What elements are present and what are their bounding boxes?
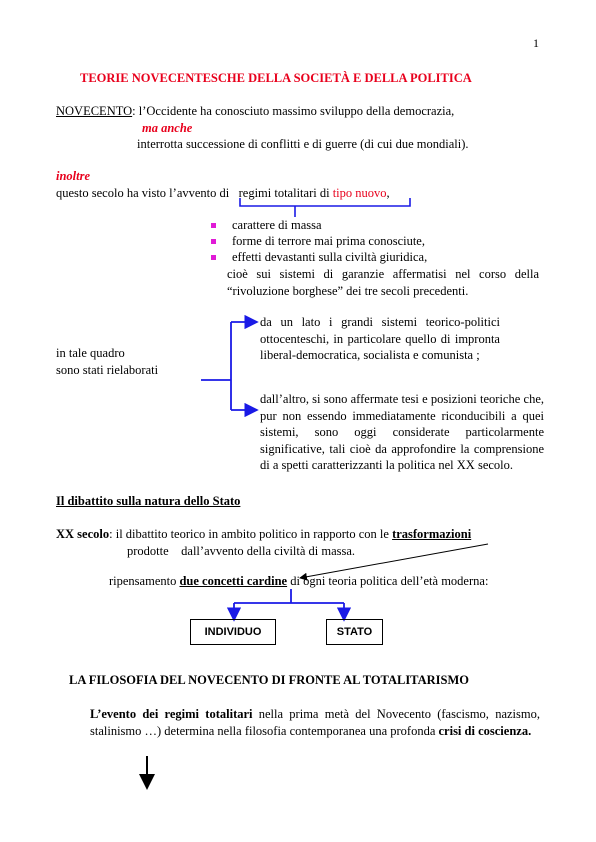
page-number: 1 xyxy=(533,36,539,50)
stato-box: STATO xyxy=(326,619,383,645)
inoltre-comma: , xyxy=(386,186,390,200)
quadro-line2: sono stati rielaborati xyxy=(56,363,159,377)
filosofia-bold1: L’evento dei regimi totalitari xyxy=(90,707,253,721)
bullet-item: forme di terrore mai prima conosciute, xyxy=(232,234,425,248)
ripensamento-after: di ogni teoria politica dell’età moderna: xyxy=(287,574,489,588)
filosofia-heading: LA FILOSOFIA DEL NOVECENTO DI FRONTE AL TOTALITARISMO xyxy=(69,673,469,687)
page-title: TEORIE NOVECENTESCHE DELLA SOCIETÀ E DELLA POLITICA xyxy=(80,71,472,85)
filosofia-text1: nella prima metà del Novecento (fascismo, nazismo, stalinismo …) determina nella filosofia contemporanea una profonda xyxy=(90,707,540,738)
concetti-cardine: due concetti cardine xyxy=(179,574,288,588)
quadro-line1: in tale quadro xyxy=(56,346,125,360)
dibattito-heading: Il dibattito sulla natura dello Stato xyxy=(56,494,241,508)
inoltre-text: questo secolo ha visto l’avvento di regimi totalitari di xyxy=(56,186,333,200)
xx-secolo-label: XX secolo xyxy=(56,527,110,541)
bullet-icon xyxy=(211,239,216,244)
filosofia-bold2: crisi di coscienza. xyxy=(438,723,532,738)
inoltre-label: inoltre xyxy=(56,169,91,183)
bullet-item: carattere di massa xyxy=(232,218,322,232)
tipo-nuovo-highlight: tipo nuovo xyxy=(332,186,387,200)
ripensamento-line xyxy=(109,574,488,589)
ripensamento-text: ripensamento xyxy=(109,574,180,588)
xx-secolo-line xyxy=(56,527,471,542)
xx-secolo-text2: prodotte dall’avvento della civiltà di massa. xyxy=(127,544,356,558)
bullet-continuation: cioè sui sistemi di garanzie affermatisi nel corso della “rivoluzione borghese” dei tre secoli precedenti. xyxy=(227,267,539,298)
trasformazioni-word: trasformazioni xyxy=(392,527,472,541)
ma-anche-label: ma anche xyxy=(142,121,193,135)
bullet-icon xyxy=(211,223,216,228)
novecento-line xyxy=(56,104,454,119)
quadro-branch2: dall’altro, si sono affermate tesi e posizioni teoriche che, pur non essendo immediatamente riconducibili a quei sistemi, sono oggi considerate particolarmente significative, tali cioè da approfondire la comprensione di a spetti caratterizzanti la politica nel XX secolo. xyxy=(260,392,544,472)
quadro-branch1: da un lato i grandi sistemi teorico-politici ottocenteschi, in particolare quello di impronta liberal-democratica, socialista e comunista ; xyxy=(260,315,500,362)
novecento-text2: interrotta successione di conflitti e di guerre (di cui due mondiali). xyxy=(137,137,469,151)
novecento-text1: : l’Occidente ha conosciuto massimo sviluppo della democrazia, xyxy=(132,104,455,118)
xx-secolo-text1: : il dibattito teorico in ambito politico in rapporto con le xyxy=(109,527,393,541)
novecento-label: NOVECENTO xyxy=(56,104,133,118)
filosofia-paragraph xyxy=(90,706,540,739)
individuo-box: INDIVIDUO xyxy=(190,619,276,645)
bullet-item: effetti devastanti sulla civiltà giuridica, xyxy=(232,250,428,264)
bullet-icon xyxy=(211,255,216,260)
inoltre-line xyxy=(56,186,390,201)
